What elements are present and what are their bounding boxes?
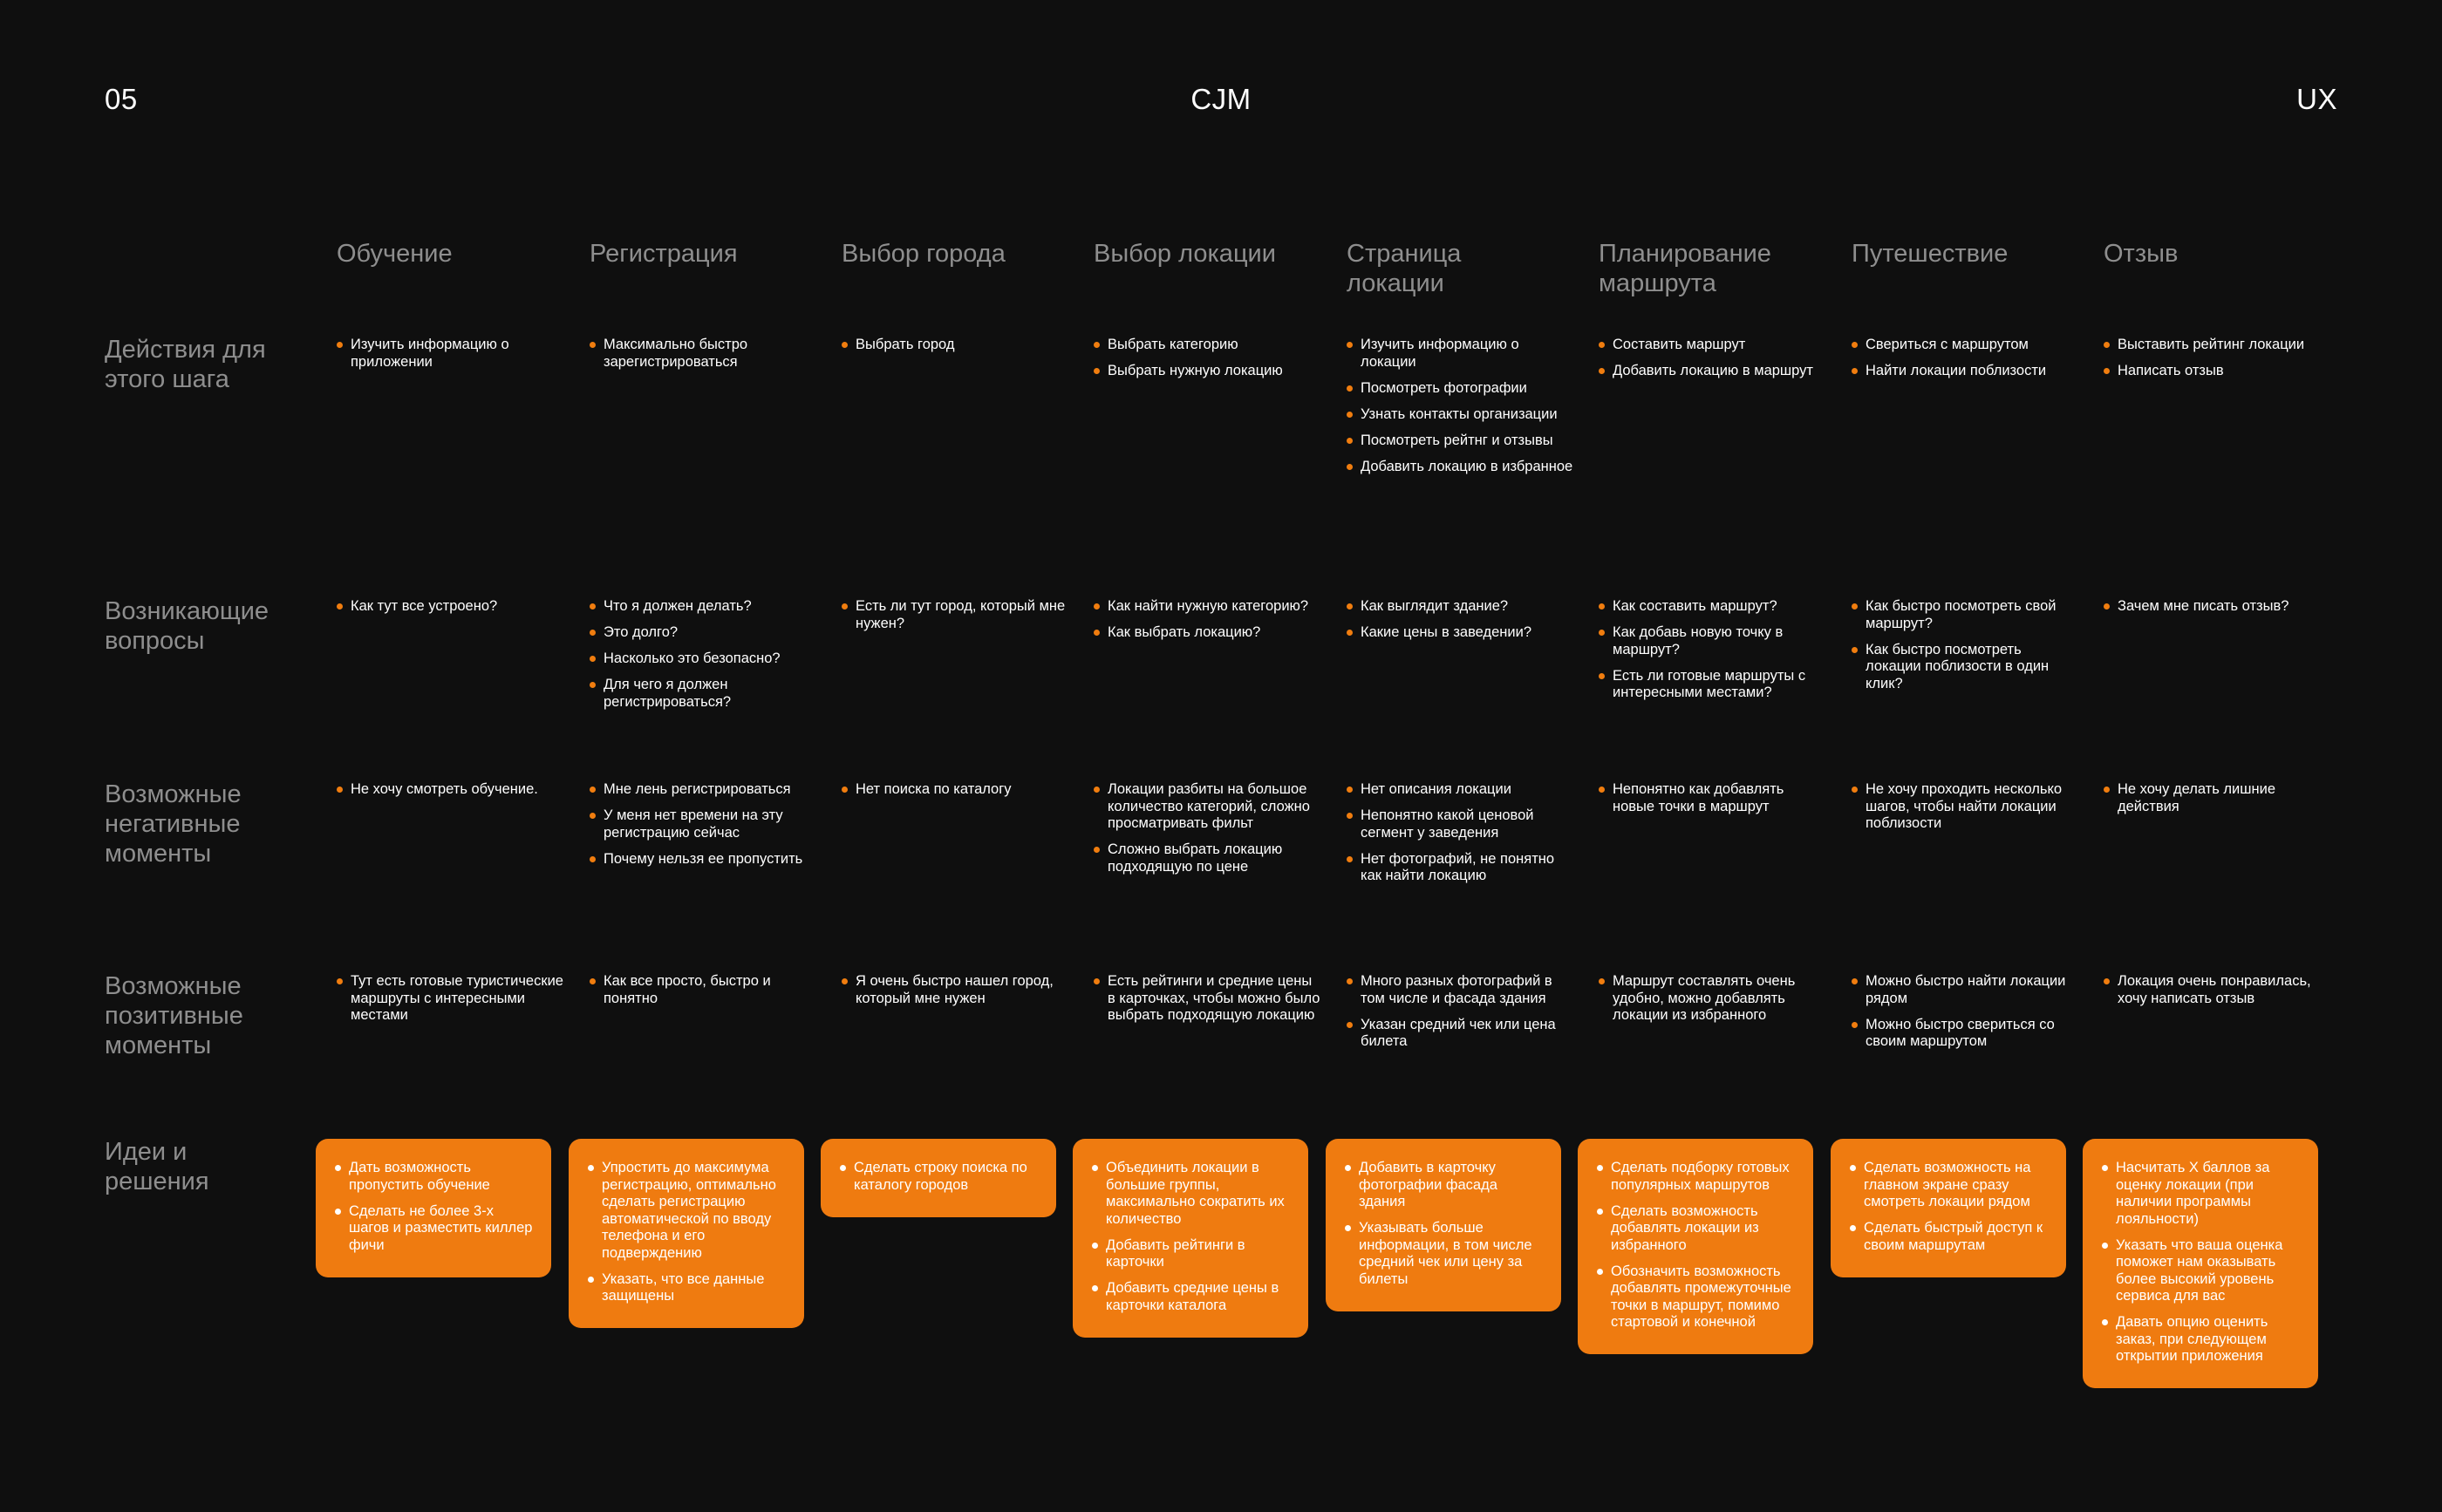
bullet-list [2104, 337, 2332, 380]
list-item: Составить маршрут [1599, 337, 1827, 354]
journey-cell [1094, 781, 1322, 885]
bullet-list [842, 598, 1070, 632]
bullet-list [1852, 598, 2080, 692]
list-item: Локации разбиты на большое количество категорий, сложно просматривать фильт [1094, 781, 1322, 833]
bullet-list [1852, 337, 2080, 380]
idea-card [1326, 1139, 1561, 1311]
list-item: Как выбрать локацию? [1094, 624, 1322, 642]
stage-header: Путешествие [1852, 240, 2009, 268]
bullet-list [1850, 1160, 2049, 1254]
journey-cell [1599, 973, 1827, 1033]
list-item: Посмотреть рейтнг и отзывы [1347, 432, 1575, 450]
stage-header: Страница локации [1347, 240, 1462, 297]
list-item: Дать возможность пропустить обучение [335, 1160, 534, 1194]
bullet-list [588, 1160, 787, 1305]
list-item: Не хочу смотреть обучение. [337, 781, 565, 799]
journey-cell [1347, 781, 1575, 894]
list-item: Объединить локации в большие группы, максимально сократить их количество [1092, 1160, 1291, 1228]
journey-cell [1852, 337, 2080, 389]
list-item: Выбрать нужную локацию [1094, 363, 1322, 380]
bullet-list [1345, 1160, 1544, 1288]
list-item: Добавить локацию в избранное [1347, 459, 1575, 476]
stage-header: Выбор города [842, 240, 1006, 268]
bullet-list [1347, 781, 1575, 885]
list-item: Добавить рейтинги в карточки [1092, 1237, 1291, 1271]
journey-cell [1852, 598, 2080, 702]
bullet-list [1852, 973, 2080, 1051]
list-item: Локация очень понравилась, хочу написать отзыв [2104, 973, 2332, 1007]
journey-cell [842, 973, 1070, 1017]
list-item: Насчитать X баллов за оценку локации (при наличии программы лояльности) [2102, 1160, 2301, 1228]
list-item: Сделать возможность добавлять локации из избранного [1597, 1203, 1796, 1255]
bullet-list [1094, 973, 1322, 1025]
list-item: Выбрать город [842, 337, 1070, 354]
journey-cell [590, 598, 818, 720]
list-item: Давать опцию оценить заказ, при следующем открытии приложения [2102, 1314, 2301, 1366]
list-item: Добавить локацию в маршрут [1599, 363, 1827, 380]
list-item: Зачем мне писать отзыв? [2104, 598, 2332, 616]
list-item: Как найти нужную категорию? [1094, 598, 1322, 616]
bullet-list [1599, 337, 1827, 380]
idea-card [316, 1139, 551, 1277]
idea-card [1073, 1139, 1308, 1338]
ideas-row-label: Идеи и решения [105, 1138, 209, 1195]
journey-cell [1599, 781, 1827, 825]
list-item: Найти локации поблизости [1852, 363, 2080, 380]
row-label: Действия для этого шага [105, 336, 266, 393]
list-item: Максимально быстро зарегистрироваться [590, 337, 818, 371]
list-item: Маршрут составлять очень удобно, можно добавлять локации из избранного [1599, 973, 1827, 1025]
list-item: Изучить информацию о локации [1347, 337, 1575, 371]
list-item: Как добавь новую точку в маршрут? [1599, 624, 1827, 658]
bullet-list [1597, 1160, 1796, 1332]
page-title: CJM [1190, 83, 1252, 115]
list-item: Свериться с маршрутом [1852, 337, 2080, 354]
journey-cell [2104, 598, 2332, 624]
stage-header: Обучение [337, 240, 453, 268]
list-item: Указать что ваша оценка поможет нам оказывать более высокий уровень сервиса для вас [2102, 1237, 2301, 1305]
list-item: Упростить до максимума регистрацию, оптимально сделать регистрацию автоматической по вводу телефона и его подверждению [588, 1160, 787, 1262]
bullet-list [2102, 1160, 2301, 1366]
list-item: Не хочу делать лишние действия [2104, 781, 2332, 815]
stage-header: Регистрация [590, 240, 738, 268]
list-item: Как составить маршрут? [1599, 598, 1827, 616]
list-item: Сделать быстрый доступ к своим маршрутам [1850, 1220, 2049, 1254]
stage-header: Планирование маршрута [1599, 240, 1771, 297]
list-item: Непонятно как добавлять новые точки в маршрут [1599, 781, 1827, 815]
bullet-list [337, 598, 565, 616]
journey-cell [590, 973, 818, 1017]
bullet-list [590, 973, 818, 1007]
idea-card [2083, 1139, 2318, 1388]
journey-cell [1599, 337, 1827, 389]
bullet-list [1094, 337, 1322, 380]
bullet-list [337, 973, 565, 1025]
journey-cell [337, 598, 565, 624]
section-tag: UX [2296, 83, 2337, 115]
journey-cell [1094, 973, 1322, 1033]
bullet-list [842, 973, 1070, 1007]
bullet-list [2104, 598, 2332, 616]
list-item: Обозначить возможность добавлять промежуточные точки в маршрут, помимо стартовой и конечной [1597, 1263, 1796, 1332]
journey-cell [1347, 973, 1575, 1059]
bullet-list [337, 781, 565, 799]
list-item: Указан средний чек или цена билета [1347, 1017, 1575, 1051]
journey-cell [2104, 337, 2332, 389]
journey-cell [1852, 781, 2080, 841]
list-item: Сделать не более 3-х шагов и разместить киллер фичи [335, 1203, 534, 1255]
bullet-list [590, 598, 818, 711]
list-item: Сложно выбрать локацию подходящую по цене [1094, 841, 1322, 875]
list-item: Сделать подборку готовых популярных маршрутов [1597, 1160, 1796, 1194]
list-item: Мне лень регистрироваться [590, 781, 818, 799]
list-item: Указать, что все данные защищены [588, 1271, 787, 1305]
list-item: Как быстро посмотреть локации поблизости в один клик? [1852, 642, 2080, 693]
list-item: Как выглядит здание? [1347, 598, 1575, 616]
list-item: У меня нет времени на эту регистрацию сейчас [590, 807, 818, 841]
bullet-list [2104, 973, 2332, 1007]
bullet-list [590, 781, 818, 868]
list-item: Как все просто, быстро и понятно [590, 973, 818, 1007]
list-item: Насколько это безопасно? [590, 650, 818, 668]
list-item: Сделать возможность на главном экране сразу смотреть локации рядом [1850, 1160, 2049, 1211]
list-item: Для чего я должен регистрироваться? [590, 677, 818, 711]
journey-cell [842, 781, 1070, 807]
journey-cell [1347, 598, 1575, 650]
page-number: 05 [105, 83, 138, 115]
list-item: Выставить рейтинг локации [2104, 337, 2332, 354]
bullet-list [2104, 781, 2332, 815]
journey-cell [1094, 598, 1322, 650]
bullet-list [1599, 781, 1827, 815]
idea-card [821, 1139, 1056, 1217]
journey-cell [337, 973, 565, 1033]
journey-cell [1094, 337, 1322, 389]
idea-card [1831, 1139, 2066, 1277]
list-item: Что я должен делать? [590, 598, 818, 616]
list-item: Указывать больше информации, в том числе средний чек или цену за билеты [1345, 1220, 1544, 1288]
cjm-grid [105, 0, 2337, 1512]
list-item: Выбрать категорию [1094, 337, 1322, 354]
journey-cell [1852, 973, 2080, 1059]
idea-card [1578, 1139, 1813, 1354]
list-item: Добавить средние цены в карточки каталога [1092, 1280, 1291, 1314]
bullet-list [335, 1160, 534, 1254]
list-item: Нет поиска по каталогу [842, 781, 1070, 799]
list-item: Не хочу проходить несколько шагов, чтобы найти локации поблизости [1852, 781, 2080, 833]
journey-cell [842, 337, 1070, 363]
list-item: Какие цены в заведении? [1347, 624, 1575, 642]
stage-header: Отзыв [2104, 240, 2179, 268]
list-item: Есть ли готовые маршруты с интересными местами? [1599, 668, 1827, 702]
list-item: Написать отзыв [2104, 363, 2332, 380]
journey-cell [337, 337, 565, 380]
bullet-list [1094, 781, 1322, 875]
stage-header: Выбор локации [1094, 240, 1276, 268]
row-label: Возможные позитивные моменты [105, 972, 243, 1059]
bullet-list [1094, 598, 1322, 642]
row-label: Возможные негативные моменты [105, 780, 242, 868]
list-item: Почему нельзя ее пропустить [590, 851, 818, 868]
list-item: Как быстро посмотреть свой маршрут? [1852, 598, 2080, 632]
list-item: Я очень быстро нашел город, который мне нужен [842, 973, 1070, 1007]
list-item: Как тут все устроено? [337, 598, 565, 616]
bullet-list [1599, 973, 1827, 1025]
list-item: Это долго? [590, 624, 818, 642]
bullet-list [1347, 337, 1575, 475]
idea-card [569, 1139, 804, 1328]
bullet-list [1347, 973, 1575, 1051]
journey-cell [842, 598, 1070, 642]
journey-cell [2104, 973, 2332, 1017]
list-item: Добавить в карточку фотографии фасада здания [1345, 1160, 1544, 1211]
list-item: Можно быстро найти локации рядом [1852, 973, 2080, 1007]
bullet-list [590, 337, 818, 371]
bullet-list [337, 337, 565, 371]
list-item: Можно быстро свериться со своим маршрутом [1852, 1017, 2080, 1051]
bullet-list [1092, 1160, 1291, 1314]
journey-cell [337, 781, 565, 807]
bullet-list [842, 781, 1070, 799]
list-item: Посмотреть фотографии [1347, 380, 1575, 398]
bullet-list [1852, 781, 2080, 833]
journey-cell [1599, 598, 1827, 711]
list-item: Узнать контакты организации [1347, 406, 1575, 424]
journey-cell [2104, 781, 2332, 825]
row-label: Возникающие вопросы [105, 597, 269, 655]
list-item: Много разных фотографий в том числе и фасада здания [1347, 973, 1575, 1007]
list-item: Изучить информацию о приложении [337, 337, 565, 371]
list-item: Есть ли тут город, который мне нужен? [842, 598, 1070, 632]
list-item: Нет фотографий, не понятно как найти локацию [1347, 851, 1575, 885]
bullet-list [1599, 598, 1827, 702]
list-item: Есть рейтинги и средние цены в карточках, чтобы можно было выбрать подходящую локацию [1094, 973, 1322, 1025]
journey-cell [1347, 337, 1575, 485]
list-item: Нет описания локации [1347, 781, 1575, 799]
list-item: Тут есть готовые туристические маршруты с интересными местами [337, 973, 565, 1025]
bullet-list [842, 337, 1070, 354]
journey-cell [590, 781, 818, 877]
journey-cell [590, 337, 818, 380]
bullet-list [1347, 598, 1575, 642]
list-item: Сделать строку поиска по каталогу городов [840, 1160, 1039, 1194]
list-item: Непонятно какой ценовой сегмент у заведения [1347, 807, 1575, 841]
bullet-list [840, 1160, 1039, 1194]
